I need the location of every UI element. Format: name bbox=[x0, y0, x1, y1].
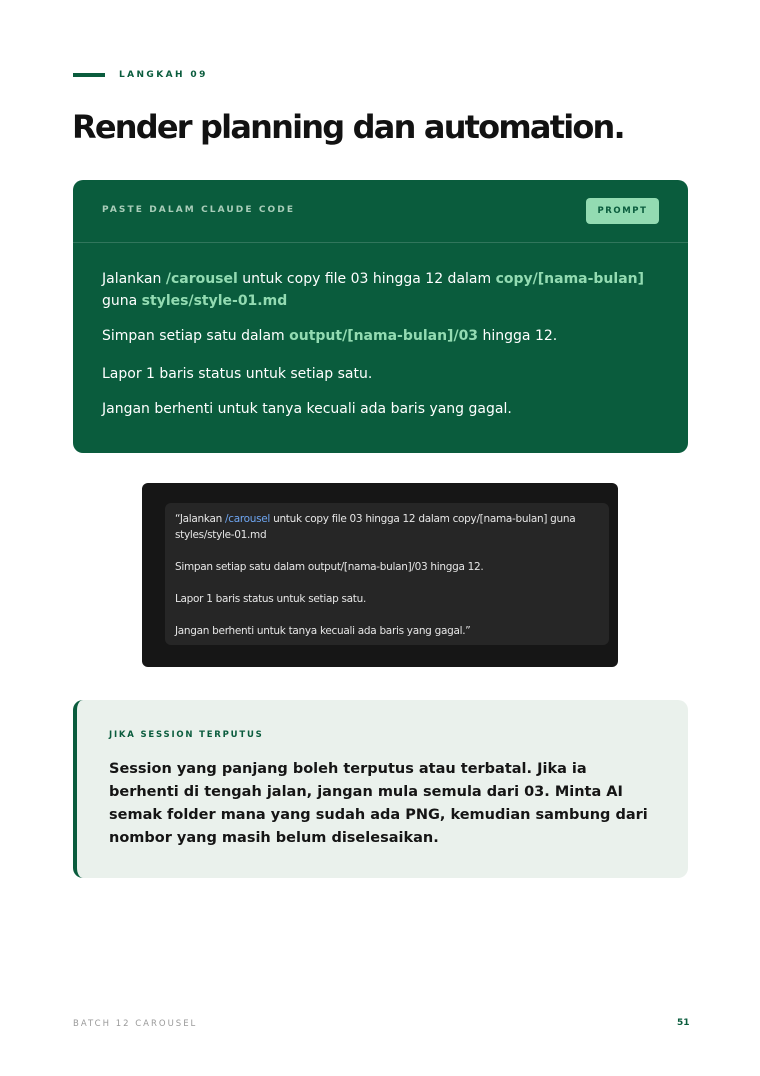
terminal-text: untuk copy file 03 hingga 12 dalam copy/[nama-bulan] guna styles/style-01.md bbox=[175, 513, 576, 541]
terminal-command: /carousel bbox=[224, 513, 271, 525]
prompt-badge: PROMPT bbox=[586, 198, 659, 224]
prompt-highlight: styles/style-01.md bbox=[141, 293, 288, 309]
terminal-text: “Jalankan bbox=[175, 513, 225, 525]
prompt-text: untuk copy file 03 hingga 12 dalam bbox=[237, 271, 496, 287]
terminal-line-4: Jangan berhenti untuk tanya kecuali ada baris yang gagal.” bbox=[175, 625, 471, 637]
terminal-line-3: Lapor 1 baris status untuk setiap satu. bbox=[175, 593, 367, 605]
step-indicator bbox=[73, 70, 208, 80]
prompt-card-body bbox=[73, 243, 688, 420]
note-body: Session yang panjang boleh terputus atau terbatal. Jika ia berhenti di tengah jalan, jangan mula semula dari 03. Minta AI semak folder mana yang sudah ada PNG, kemudian sambung dari nombor yang masih belum diselesaikan. bbox=[109, 761, 648, 846]
prompt-highlight: /carousel bbox=[165, 271, 238, 287]
page-number: 51 bbox=[677, 1018, 690, 1028]
prompt-text: hingga 12. bbox=[478, 328, 558, 344]
prompt-line-2 bbox=[102, 325, 659, 347]
session-note-callout bbox=[73, 700, 688, 878]
note-label: JIKA SESSION TERPUTUS bbox=[109, 730, 264, 740]
prompt-highlight: copy/[nama-bulan] bbox=[495, 271, 645, 287]
footer-title: BATCH 12 CAROUSEL bbox=[73, 1019, 198, 1029]
prompt-line-3: Lapor 1 baris status untuk setiap satu. bbox=[102, 366, 373, 382]
page-title: Render planning dan automation. bbox=[72, 108, 624, 146]
terminal-line-1 bbox=[175, 511, 599, 543]
prompt-card-label: PASTE DALAM CLAUDE CODE bbox=[102, 205, 296, 215]
step-accent-bar bbox=[73, 73, 105, 77]
terminal-line-2: Simpan setiap satu dalam output/[nama-bulan]/03 hingga 12. bbox=[175, 561, 484, 573]
terminal-message bbox=[165, 503, 609, 645]
prompt-card bbox=[73, 180, 688, 453]
prompt-card-header bbox=[73, 180, 688, 243]
prompt-line-4: Jangan berhenti untuk tanya kecuali ada baris yang gagal. bbox=[102, 401, 512, 417]
step-label: LANGKAH 09 bbox=[119, 70, 208, 80]
prompt-highlight: output/[nama-bulan]/03 bbox=[289, 328, 479, 344]
prompt-line-1 bbox=[102, 268, 659, 312]
prompt-text: guna bbox=[102, 293, 142, 309]
prompt-text: Jalankan bbox=[102, 271, 166, 287]
prompt-text: Simpan setiap satu dalam bbox=[102, 328, 290, 344]
terminal-screenshot bbox=[142, 483, 618, 667]
